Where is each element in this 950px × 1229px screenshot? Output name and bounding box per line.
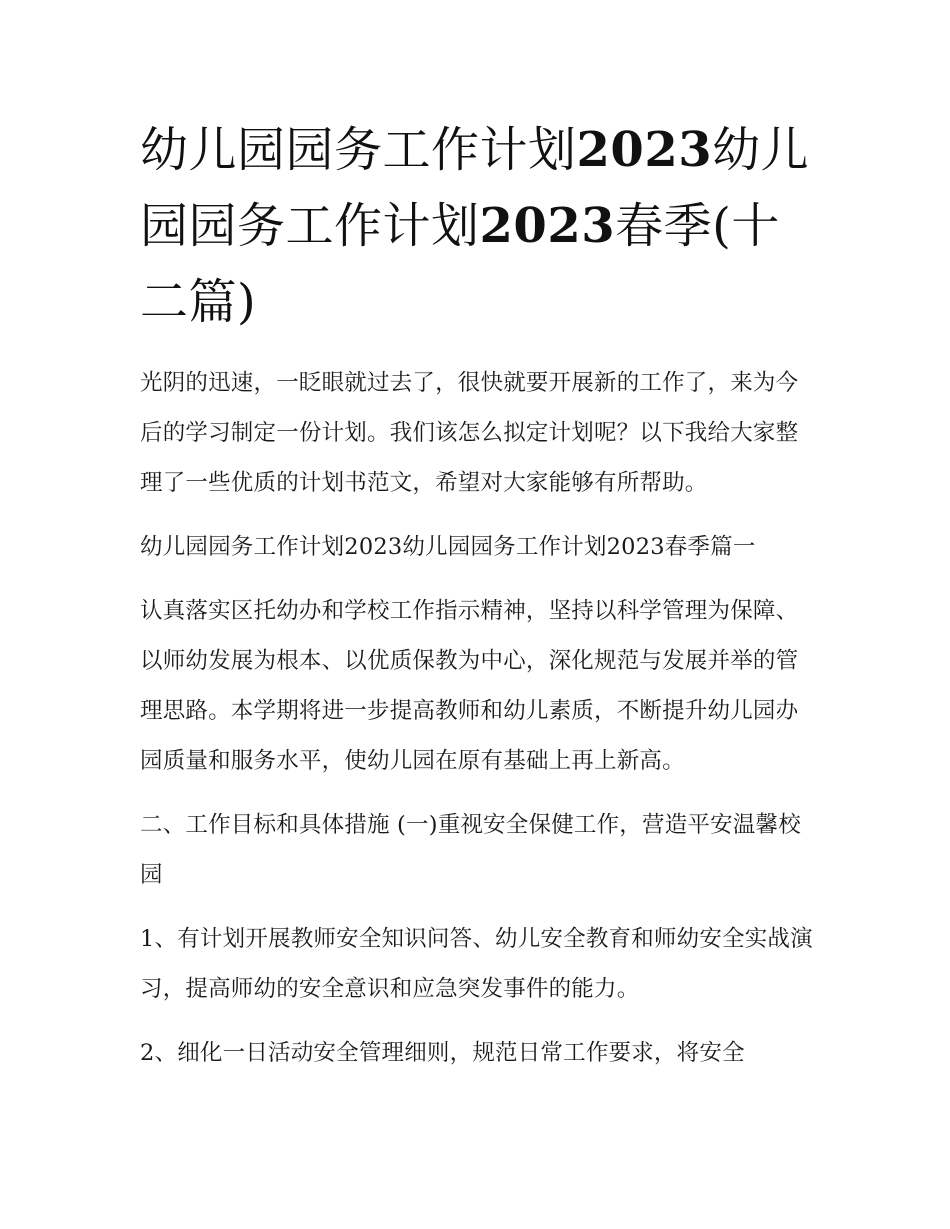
title-year-1: 2023 (576, 122, 713, 178)
intro-paragraph: 光阴的迅速，一眨眼就过去了，很快就要开展新的工作了，来为今后的学习制定一份计划。我们该怎么拟定计划呢？以下我给大家整理了一些优质的计划书范文，希望对大家能够有所帮助。 (140, 370, 799, 496)
title-part-1: 幼儿园园务工作计划 (140, 122, 577, 178)
document-body (140, 112, 815, 1078)
document-title (140, 112, 815, 340)
section-heading: 幼儿园园务工作计划2023幼儿园园务工作计划2023春季篇一 (140, 534, 756, 560)
title-part-3: 春季(十二篇) (140, 198, 780, 330)
title-part-2: 幼儿园园务工作计划 (140, 122, 810, 254)
body-paragraph: 认真落实区托幼办和学校工作指示精神，坚持以科学管理为保障、以师幼发展为根本、以优质保教为中心，深化规范与发展并举的管理思路。本学期将进一步提高教师和幼儿素质，不断提升幼儿园办园质量和服务水平，使幼儿园在原有基础上再上新高。 (140, 598, 799, 774)
list-item: 1、有计划开展教师安全知识问答、幼儿安全教育和师幼安全实战演习，提高师幼的安全意识和应急突发事件的能力。 (140, 926, 813, 1002)
list-item: 2、细化一日活动安全管理细则，规范日常工作要求，将安全 (140, 1040, 745, 1066)
goals-heading: 二、工作目标和具体措施 (一)重视安全保健工作，营造平安温馨校园 (140, 812, 801, 888)
title-year-2: 2023 (479, 198, 616, 254)
